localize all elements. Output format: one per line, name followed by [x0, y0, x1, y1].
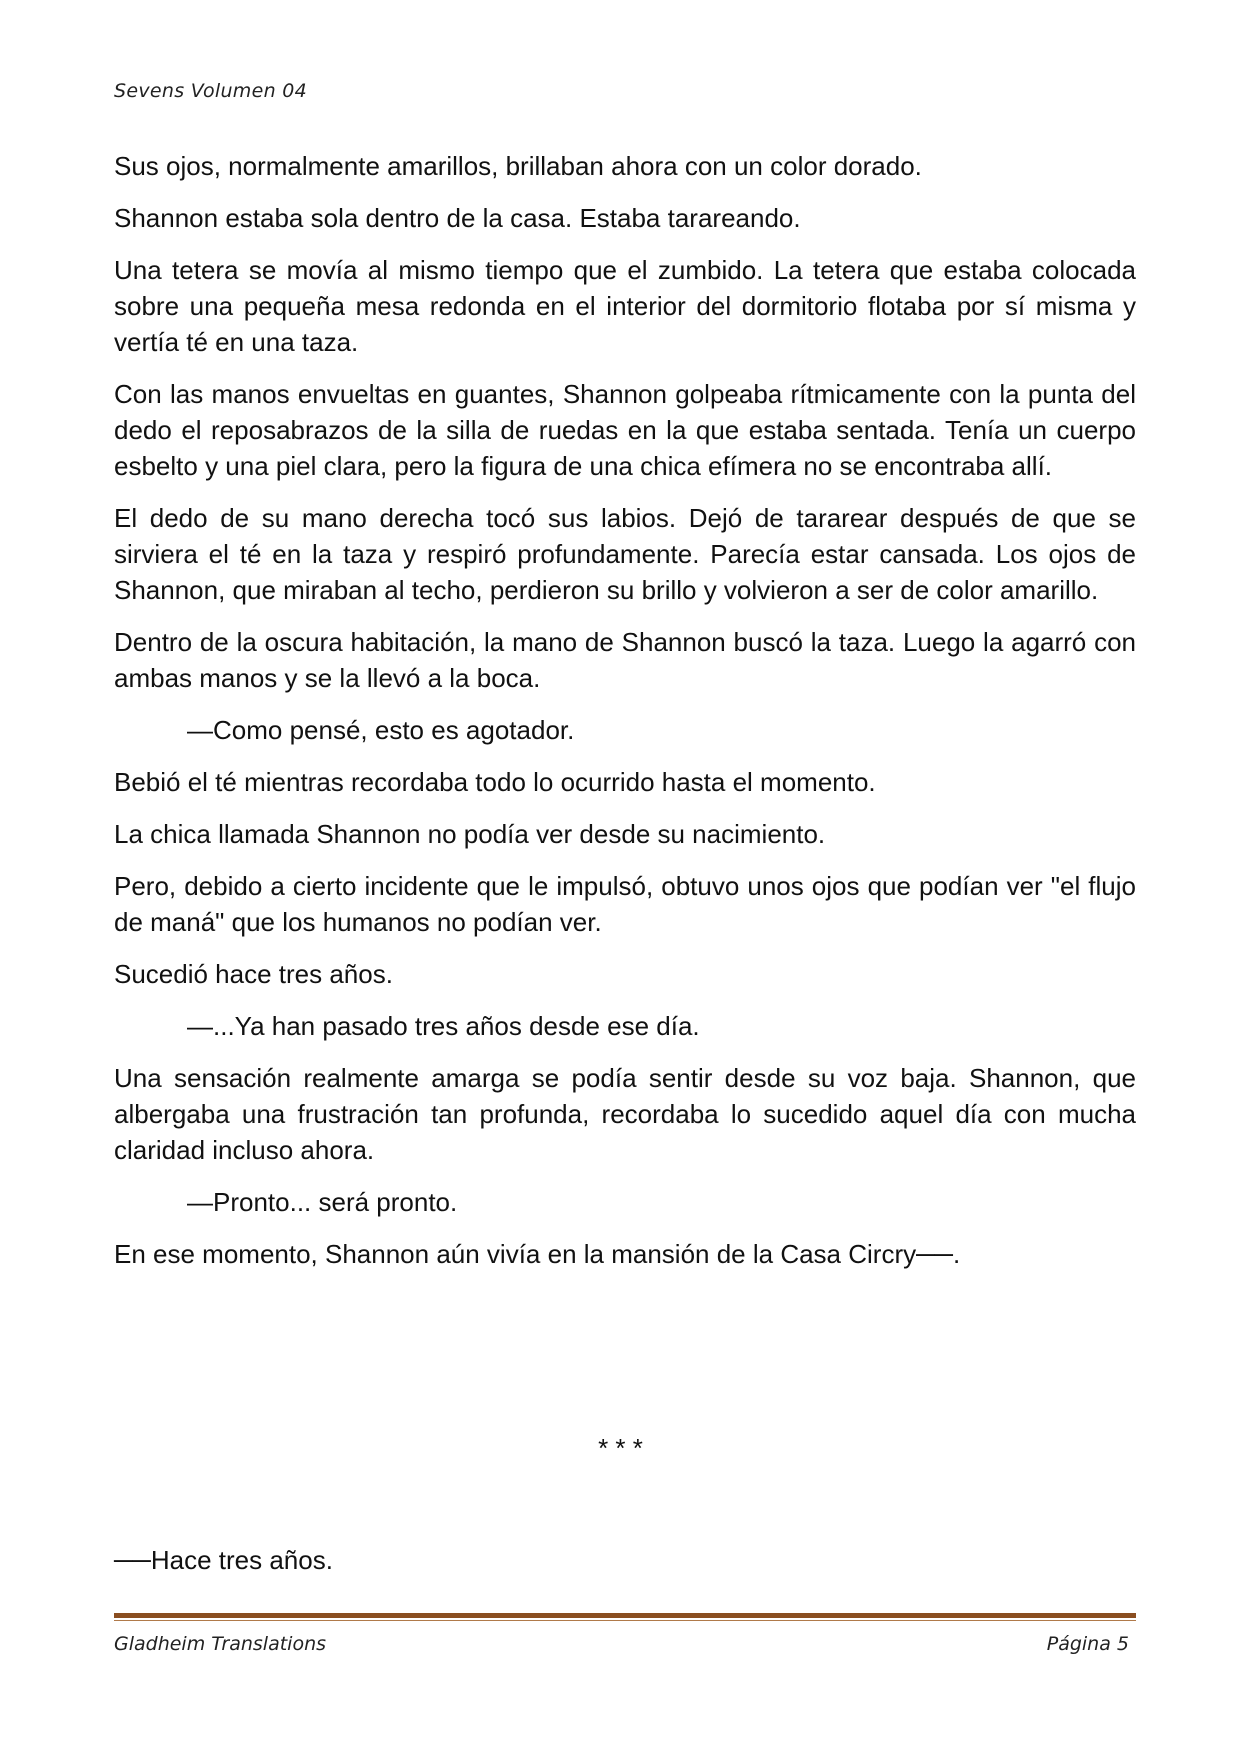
paragraph: Dentro de la oscura habitación, la mano de Shannon buscó la taza. Luego la agarró con ambas manos y se la llevó a la boca. — [114, 627, 1136, 693]
dialogue-line: —Como pensé, esto es agotador. — [187, 715, 575, 745]
chapter-body — [114, 148, 1136, 1288]
scene-separator: * * * — [598, 1433, 643, 1463]
page-number: Página 5 — [1046, 1633, 1129, 1655]
footer-rule — [114, 1613, 1136, 1618]
paragraph: En ese momento, Shannon aún vivía en la mansión de la Casa Circry──. — [114, 1239, 961, 1269]
paragraph: El dedo de su mano derecha tocó sus labios. Dejó de tararear después de que se sirviera el té en la taza y respiró profundamente. Parecía estar cansada. Los ojos de Shannon, que miraban al techo, perdieron su brillo y volvieron a ser de color amarillo. — [114, 503, 1136, 605]
paragraph: Bebió el té mientras recordaba todo lo ocurrido hasta el momento. — [114, 767, 876, 797]
paragraph: Con las manos envueltas en guantes, Shannon golpeaba rítmicamente con la punta del dedo el reposabrazos de la silla de ruedas en la que estaba sentada. Tenía un cuerpo esbelto y una piel clara, pero la figura de una chica efímera no se encontraba allí. — [114, 379, 1136, 481]
paragraph: Una sensación realmente amarga se podía sentir desde su voz baja. Shannon, que albergaba una frustración tan profunda, recordaba lo sucedido aquel día con mucha claridad incluso ahora. — [114, 1063, 1136, 1165]
footer-publisher: Gladheim Translations — [114, 1633, 327, 1655]
dialogue-line: —...Ya han pasado tres años desde ese día. — [187, 1011, 700, 1041]
paragraph: Una tetera se movía al mismo tiempo que el zumbido. La tetera que estaba colocada sobre una pequeña mesa redonda en el interior del dormitorio flotaba por sí misma y vertía té en una taza. — [114, 255, 1136, 357]
dialogue-line: —Pronto... será pronto. — [187, 1187, 458, 1217]
paragraph: Sus ojos, normalmente amarillos, brillaban ahora con un color dorado. — [114, 151, 922, 181]
paragraph: Shannon estaba sola dentro de la casa. Estaba tarareando. — [114, 203, 801, 233]
paragraph: Sucedió hace tres años. — [114, 959, 393, 989]
paragraph: La chica llamada Shannon no podía ver desde su nacimiento. — [114, 819, 826, 849]
paragraph: Pero, debido a cierto incidente que le impulsó, obtuvo unos ojos que podían ver "el flujo de maná" que los humanos no podían ver. — [114, 871, 1136, 937]
running-header: Sevens Volumen 04 — [114, 80, 308, 102]
paragraph: ──Hace tres años. — [114, 1545, 333, 1575]
footer-rule-thin — [114, 1620, 1136, 1621]
